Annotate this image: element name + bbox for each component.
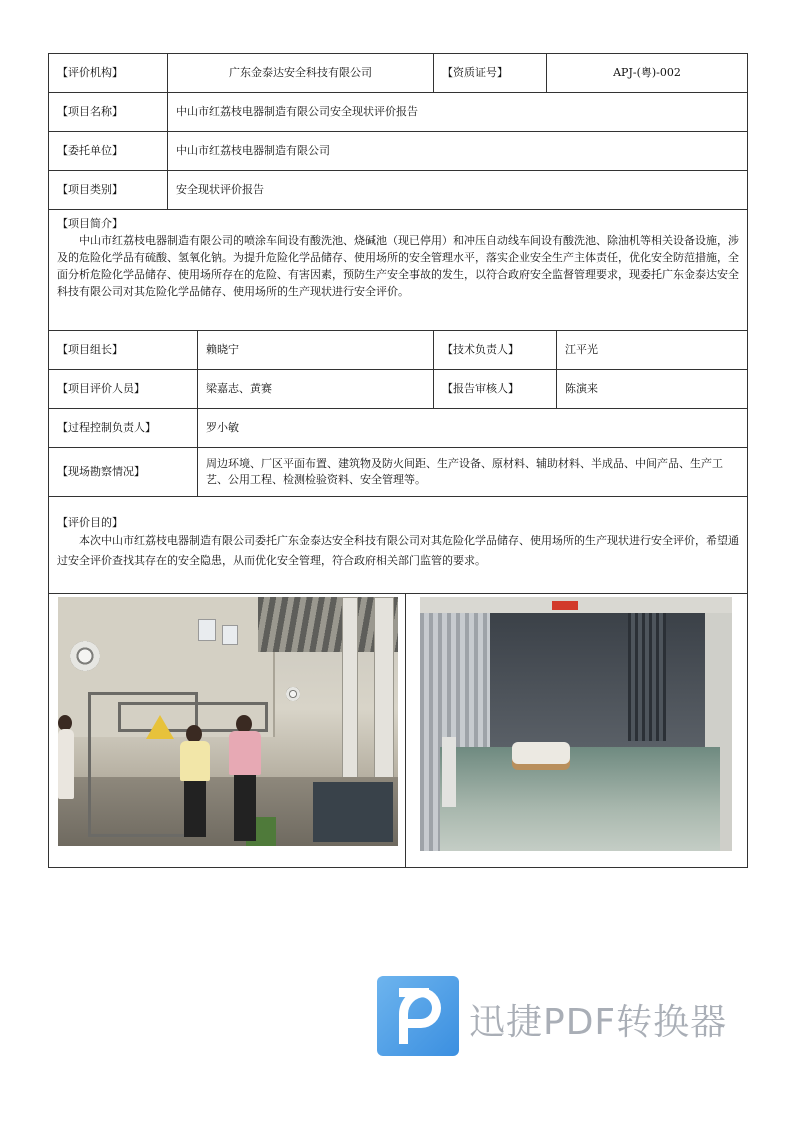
label-cert-number: 【资质证号】 (434, 54, 547, 92)
row-project-type (49, 171, 747, 210)
row-project-leader (49, 331, 747, 370)
label-evaluation-org: 【评价机构】 (49, 54, 168, 92)
photo-cell-storage (406, 594, 747, 867)
photo-cell-workshop (49, 594, 406, 867)
label-project-type: 【项目类别】 (49, 171, 168, 209)
process-control-value: 罗小敏 (206, 421, 239, 434)
label-reviewer: 【报告审核人】 (434, 370, 557, 408)
project-intro (49, 210, 747, 330)
evaluators-value: 梁嘉志、黄赛 (198, 370, 434, 408)
label-evaluators: 【项目评价人员】 (49, 370, 198, 408)
row-site-survey (49, 448, 747, 497)
label-client: 【委托单位】 (49, 132, 168, 170)
evaluation-purpose (49, 497, 747, 593)
storage-room-photo (420, 597, 732, 851)
reviewer-value: 陈演来 (565, 382, 598, 395)
label-project-name: 【项目名称】 (49, 93, 168, 131)
project-type-value: 安全现状评价报告 (176, 183, 264, 196)
site-survey-value: 周边环境、厂区平面布置、建筑物及防火间距、生产设备、原材料、辅助材料、半成品、中间产品、生产工艺、公用工程、检测检验资料、安全管理等。 (206, 457, 723, 486)
label-tech-lead: 【技术负责人】 (434, 331, 557, 369)
label-site-survey: 【现场勘察情况】 (49, 448, 198, 496)
cert-number-value: APJ-(粤)-002 (613, 66, 681, 79)
label-evaluation-purpose: 【评价目的】 (57, 516, 123, 529)
project-name-value: 中山市红荔枝电器制造有限公司安全现状评价报告 (176, 105, 418, 118)
tech-lead-value: 江平光 (565, 343, 598, 356)
project-leader-value: 赖晓宁 (198, 331, 434, 369)
workshop-photo (58, 597, 398, 846)
watermark (377, 976, 737, 1058)
row-evaluation-org (49, 54, 747, 93)
evaluation-purpose-text: 本次中山市红荔枝电器制造有限公司委托广东金泰达安全科技有限公司对其危险化学品储存、使用场所的生产现状进行安全评价，希望通过安全评价查找其存在的安全隐患，从而优化安全管理，符合政府相关部门监管的要求。 (57, 534, 739, 567)
row-process-control (49, 409, 747, 448)
pdf-converter-logo-icon (377, 976, 459, 1056)
row-project-name (49, 93, 747, 132)
label-process-control: 【过程控制负责人】 (49, 409, 198, 447)
client-value: 中山市红荔枝电器制造有限公司 (176, 144, 330, 157)
evaluation-info-table (48, 53, 748, 868)
row-evaluators (49, 370, 747, 409)
label-project-intro: 【项目简介】 (57, 217, 123, 230)
row-client (49, 132, 747, 171)
project-intro-text: 中山市红荔枝电器制造有限公司的喷涂车间设有酸洗池、烧碱池（现已停用）和冲压自动线车间设有酸洗池、除油机等相关设备设施，涉及的危险化学品有硫酸、氢氧化钠。为提升危险化学品储存、使用场所的安全管理水平，落实企业安全生产主体责任，优化安全防范措施，全面分析危险化学品储存、使用场所存在的危险、有害因素，预防生产安全事故的发生，以符合政府安全监督管理要求，现委托广东金泰达安全科技有限公司对其危险化学品储存、使用场所的生产现状进行安全评价。 (57, 234, 739, 298)
row-site-photos (49, 594, 747, 867)
row-evaluation-purpose (49, 497, 747, 594)
label-project-leader: 【项目组长】 (49, 331, 198, 369)
evaluation-org-value: 广东金泰达安全科技有限公司 (168, 54, 434, 92)
watermark-text: 迅捷PDF转换器 (469, 1002, 728, 1043)
row-project-intro (49, 210, 747, 331)
